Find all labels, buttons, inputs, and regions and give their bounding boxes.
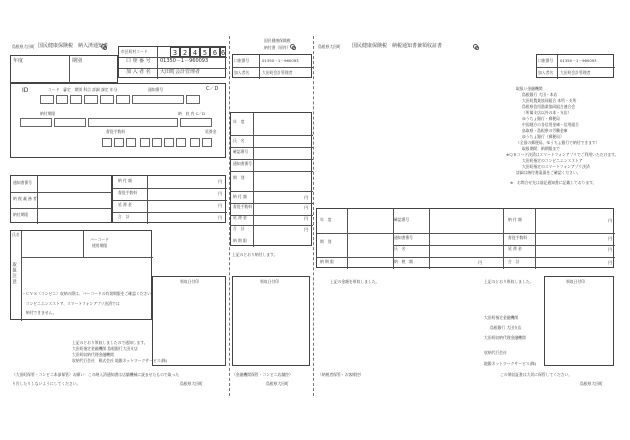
s2-account-value: 01350－1－960093 (262, 58, 299, 63)
s3-bank-item: 取扱期間：納期限まで (522, 146, 560, 151)
s1-delay-label: 延滞金 (205, 129, 217, 134)
s1-bottom-note-2: り汚したりしないようにしてください。 (12, 381, 81, 386)
s3-bottom-note: （納税者保管・お客様控） (318, 372, 364, 377)
s1-barcode-box (10, 230, 152, 320)
s3-left-label: 年 度 (320, 217, 332, 222)
s2-row-label: 納 期 限 (233, 238, 247, 243)
s1-account-value: 01350－1－960093 (160, 58, 209, 64)
s3-bank-item: 大田町指定のスマートフォンアプリ決済 (522, 164, 590, 169)
s3-bottom-note-right: この領収証書は大切に保管してください。 (500, 372, 573, 377)
s3-left-label: 納 期 限 (320, 259, 334, 264)
s3-main-table (316, 208, 614, 268)
yen-unit: 円 (218, 179, 223, 184)
s1-row-label: 納 付 額 (118, 178, 132, 183)
s1-row-label: 延 滞 金 (118, 202, 132, 207)
s2-member-value: 大田町会計管理者 (262, 70, 293, 75)
s2-header-small-2: 納付書（原符） (264, 45, 291, 50)
code-digit: 2 (180, 47, 190, 57)
s1-year-label: 年度 (13, 58, 24, 64)
s1-note-line: 納付できません。 (22, 310, 57, 315)
s3-bank-item: ゆうちょ銀行（郵便局） (522, 134, 564, 139)
s1-bottom-pref: 島根県大田町 (180, 381, 203, 386)
s1-name-label: 氏名 (12, 232, 20, 237)
s2-row-label: 通知書番号 (233, 161, 252, 166)
s2-member-label: 加入者名 (234, 70, 250, 75)
s1-title: 国民健康保険税 納入済通知書 (38, 43, 109, 49)
seal-icon (101, 44, 106, 49)
s3-issuer-line: 大田町指定金融機関 (484, 315, 519, 320)
code-digit: 6 (210, 47, 220, 57)
s1-bottom-note: （大田町保管・コンビニ本部保管）お願い：この納入済通知書は店舗機械に読ませたもので取った (12, 372, 180, 377)
s2-note: （金融機関保管・コンビニ店舗控） (232, 372, 293, 377)
s3-banks-title: 取扱い金融機関 (516, 86, 543, 91)
yen-unit: 円 (608, 260, 613, 265)
s3-member-label: 加入者名 (538, 70, 554, 75)
perforation-line (313, 36, 314, 396)
s2-row-label: 督促手数料 (233, 204, 252, 209)
s1-notes-vertical: 取 扱 注 意 (11, 262, 17, 284)
s2-row-label: 氏 名 (233, 138, 245, 143)
s3-right-label: 督促手数料 (508, 235, 527, 240)
yen-unit: 円 (218, 215, 223, 220)
s3-right-label: 納 付 額 (508, 217, 522, 222)
s3-account-value: 01350－1－960093 (560, 58, 597, 63)
s3-memo: ※ お問合せ先は前記通知書に記載しております。 (510, 180, 597, 185)
s3-issuer-line: 大田町収納代理金融機関 (484, 335, 526, 340)
code-digit: 6 (221, 49, 226, 57)
s1-row-label: 督促手数料 (118, 190, 137, 195)
s3-bank-item: （全国の郵便局、ゆうちょ銀行で納付できます） (516, 140, 600, 145)
yen-unit: 円 (304, 216, 309, 221)
s2-row-label: 合 計 (233, 226, 245, 231)
s3-member-value: 大田町会計管理者 (560, 70, 591, 75)
s2-row-label: 延 滞 金 (233, 215, 247, 220)
s3-bank-item: ※ＱＲコード決済はスマートフォンアプリでご利用いただけます。 (506, 152, 619, 157)
s2-row-label: 納 付 額 (233, 194, 247, 199)
s1-account-label: 口 座 番 号 (126, 58, 151, 64)
s2-header-small: 国民健康保険税 (264, 38, 291, 43)
s3-mid-label: 通知書番号 (394, 235, 413, 240)
s1-footer-line: 大田町指定金融機関 島根銀行大田支店 (72, 346, 138, 351)
yen-unit: 円 (218, 191, 223, 196)
s2-stamp-box (232, 276, 310, 366)
s3-bank-item: 島根県信用漁業協同組合連合会 (522, 104, 576, 109)
s1-row-label: 合 計 (118, 214, 130, 219)
s3-banks-note: 詳細は納付書裏面をご確認ください。 (516, 170, 581, 175)
yen-unit: 円 (608, 236, 613, 241)
s3-left-label: 期 別 (320, 239, 332, 244)
s2-row-label: 年 度 (233, 119, 245, 124)
s3-pref: 島根県大田町 (318, 44, 341, 49)
s3-bank-item: 鳥取県・島根県の労働金庫 (522, 128, 568, 133)
s3-mid-label: 納 税 額 (394, 259, 413, 264)
s3-mid-label: 氏 名 (394, 246, 406, 251)
s1-pref: 島根県大田町 (12, 44, 35, 49)
yen-unit: 円 (478, 260, 483, 265)
s1-footer-line: 上記のとおり領収しましたので通知します。 (72, 340, 148, 345)
s3-bank-item: （所属支店以外の本・支店） (522, 110, 572, 115)
s1-cd-label: C／D (206, 86, 219, 92)
s3-right-label: 延 滞 金 (508, 246, 522, 251)
s3-issuer-line: 地銀ネットワークサービス(株) (484, 361, 537, 366)
s3-bottom-pref: 島根県大田町 (580, 381, 603, 386)
s1-year-box (10, 55, 118, 83)
s3-mid-label: 確認番号 (394, 217, 410, 222)
s1-footer-line: 大田町収納代理金融機関 (72, 352, 114, 357)
s1-note-line: コンビニエンスストア、スマートフォンアプリ決済では (22, 301, 120, 306)
s3-receipt-stamp: 領収日付印 (566, 279, 585, 284)
s2-receipt-stamp: 領収日付印 (260, 279, 279, 284)
s1-code-label: 市区町村コード (121, 49, 148, 54)
yen-unit: 円 (608, 218, 613, 223)
s1-due-label: 納付期限 (40, 111, 56, 116)
yen-unit: 円 (304, 227, 309, 232)
s3-receipt-line-2: 上記のとおり領収しました。 (484, 279, 534, 284)
s3-bank-item: ゆうちょ銀行・郵便局 (522, 116, 560, 121)
s3-issuer-line: 収納代行会社 (484, 350, 507, 355)
s3-account-label: 口座番号 (538, 58, 554, 63)
yen-unit: 円 (304, 195, 309, 200)
s2-row-label: 期 別 (233, 175, 245, 180)
s1-notice-no-label: 通知番号 (148, 87, 164, 92)
s1-ocr-header: コード 審定 期別 科目 詳細 課定 年分 (48, 87, 118, 92)
code-digit: 3 (170, 47, 180, 57)
s1-due-label-2: 納付期限 (13, 212, 29, 217)
s3-bank-item: 大田町農業協同組合 本所・支所 (522, 98, 577, 103)
s1-fee-no-label: 督促手数料 (106, 129, 125, 134)
yen-unit: 円 (218, 203, 223, 208)
s2-bottom-pref: 島根県大田町 (266, 381, 289, 386)
seal-icon (290, 44, 295, 49)
code-digit: 5 (200, 47, 210, 57)
s2-confirm: 上記のとおり納付します。 (232, 252, 278, 257)
s1-barcode-sub: 使用期限 (92, 243, 108, 248)
s3-receipt-line: 上記の金額を領収しました。 (330, 279, 380, 284)
s3-stamp-box (544, 276, 614, 366)
yen-unit: 円 (608, 247, 613, 252)
s1-receipt-stamp: 領収日付印 (180, 279, 199, 284)
s1-stamp-box (152, 276, 226, 366)
code-digit: 4 (190, 47, 200, 57)
s3-bank-item: 島根銀行 大田・本店 (522, 92, 558, 97)
s1-member-label: 加 入 者 名 (126, 69, 151, 75)
s3-bank-item: 中国地方の各信用金庫・信用組合 (522, 122, 579, 127)
s1-notice-num-label: 通知書番号 (13, 180, 32, 185)
s1-ocr-id: ID (22, 87, 29, 94)
s1-period-label: 期別 (72, 58, 83, 64)
s3-right-label: 合 計 (508, 259, 520, 264)
s1-barcode-label: バーコード (90, 237, 109, 242)
seal-icon (473, 44, 478, 49)
yen-unit: 円 (304, 205, 309, 210)
s2-account-label: 口座番号 (234, 58, 250, 63)
s3-bank-item: 大田町指定のコンビニエンスストア (522, 158, 583, 163)
s1-footer-line: 収納代行会社 株式会社 地銀ネットワークサービス(株) (72, 358, 168, 363)
s2-row-label: 確認番号 (233, 149, 249, 154)
s3-issuer-line: 島根銀行 大田支店 (490, 325, 522, 330)
s3-title: 国民健康保険税 納税通知書兼領収証書 (352, 43, 443, 49)
s1-note-line: ・ＣＶＳ（コンビニ）収納の際は、バーコードの有効期限をご確認ください。 (22, 291, 155, 296)
s1-payer-label: 納 税 義 務 者 (13, 196, 37, 201)
s1-member-value: 大田町会計管理者 (160, 69, 201, 75)
s1-collect-label: 納 収 内 C／D (178, 111, 205, 116)
